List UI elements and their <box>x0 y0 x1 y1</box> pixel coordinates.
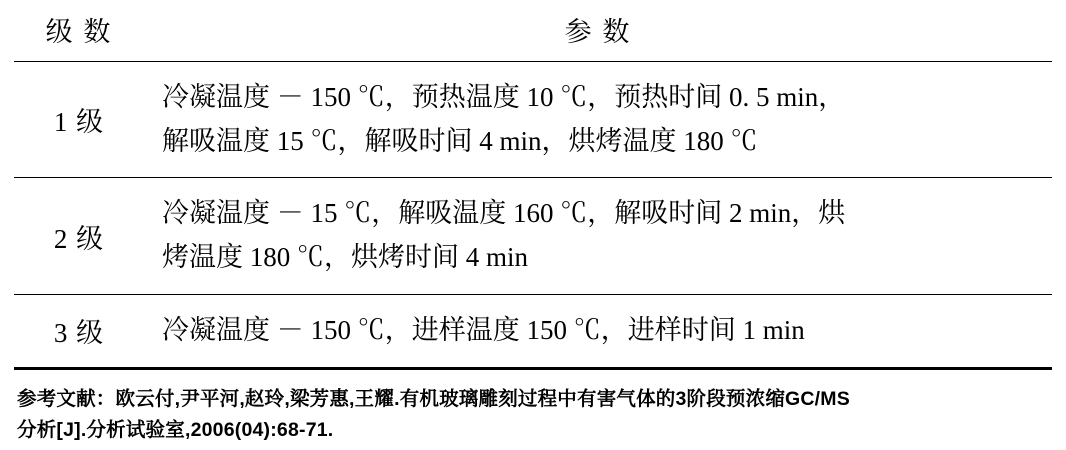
table-body <box>14 62 1052 367</box>
table-header-row <box>14 0 1052 62</box>
cell-level: 1 级 <box>53 107 105 138</box>
table-header <box>14 0 1052 62</box>
table-row <box>14 178 1052 294</box>
cell-parameter <box>144 178 1052 294</box>
parameter-line: 冷凝温度 － 150 ℃，预热温度 10 ℃，预热时间 0. 5 min， <box>162 82 846 112</box>
cell-parameter <box>144 62 1052 178</box>
cell-level: 3 级 <box>14 294 144 366</box>
cell-level: 2 级 <box>14 178 144 294</box>
cell-parameter <box>144 294 1052 366</box>
parameter-line: 冷凝温度 － 150 ℃，进样温度 150 ℃，进样时间 1 min <box>162 314 805 345</box>
parameter-line: 烤温度 180 ℃，烘烤时间 4 min <box>162 242 529 273</box>
column-header-parameter: 参 数 <box>144 0 1052 62</box>
table-row <box>14 294 1052 366</box>
parameter-line: 冷凝温度 － 15 ℃，解吸温度 160 ℃，解吸时间 2 min，烘 <box>162 198 846 229</box>
parameters-table <box>14 0 1052 367</box>
table-row <box>14 62 1052 178</box>
reference-line-2: 分析[J].分析试验室,2006(04):68-71. <box>17 419 334 442</box>
parameter-line: 解吸温度 15 ℃，解吸时间 4 min，烘烤温度 180 ℃ <box>162 125 758 156</box>
column-header-level: 级 数 <box>14 0 144 62</box>
reference-line-1: 参考文献：欧云付,尹平河,赵玲,梁芳惠,王耀.有机玻璃雕刻过程中有害气体的3阶段预浓缩GC/MS <box>17 387 850 410</box>
reference-block <box>17 370 1049 447</box>
